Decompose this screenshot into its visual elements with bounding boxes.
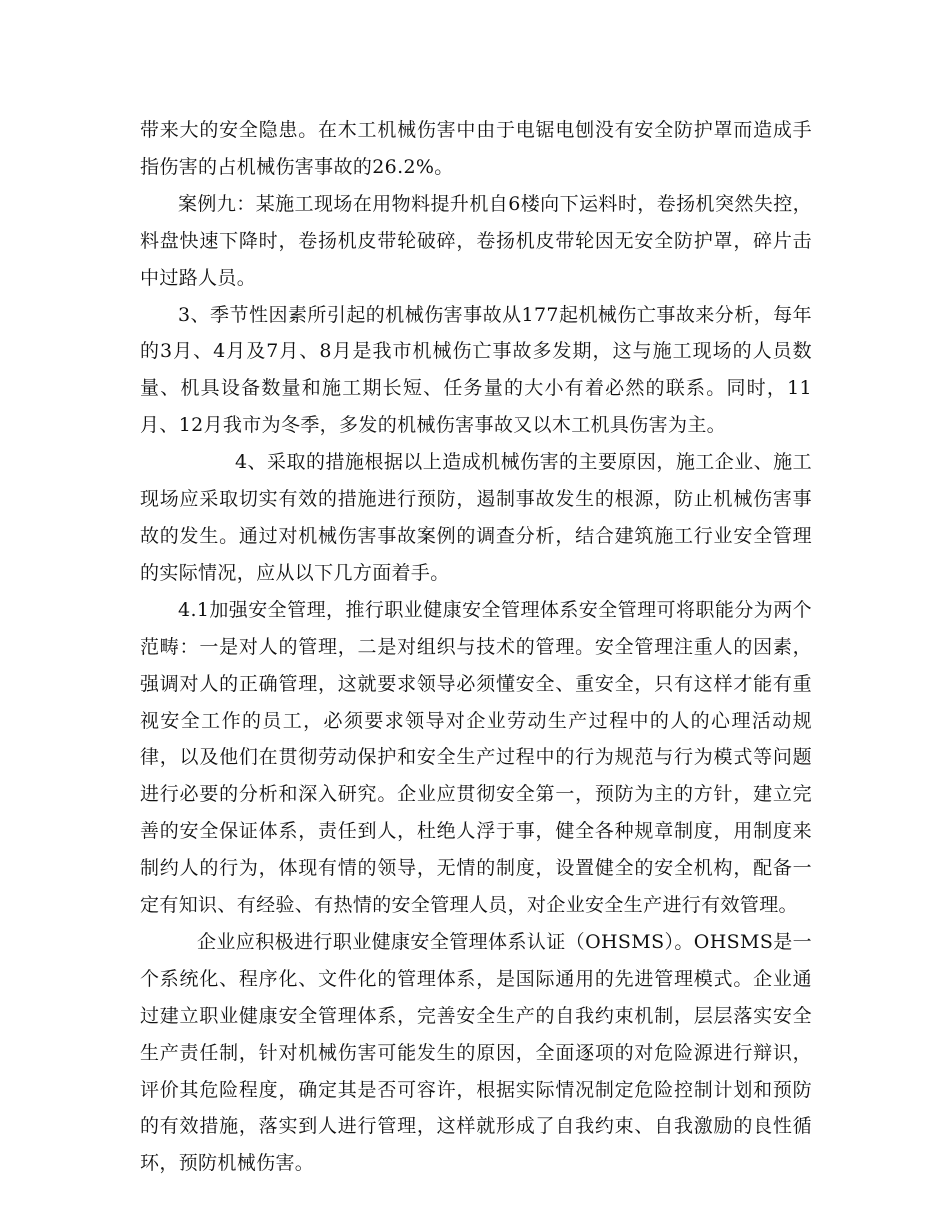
paragraph-measures: 4、采取的措施根据以上造成机械伤害的主要原因，施工企业、施工现场应采取切实有效的措施进行预防，遏制事故发生的根源，防止机械伤害事故的发生。通过对机械伤害事故案例的调查分析，结合建筑施工行业安全管理的实际情况，应从以下几方面着手。 bbox=[140, 451, 812, 584]
body-text bbox=[140, 112, 812, 1182]
paragraph-continuation: 带来大的安全隐患。在木工机械伤害中由于电锯电刨没有安全防护罩而造成手指伤害的占机械伤害事故的26.2%。 bbox=[140, 119, 812, 178]
paragraph-safety-management: 4.1加强安全管理，推行职业健康安全管理体系安全管理可将职能分为两个范畴：一是对人的管理，二是对组织与技术的管理。安全管理注重人的因素，强调对人的正确管理，这就要求领导必须懂安全、重安全，只有这样才能有重视安全工作的员工，必须要求领导对企业劳动生产过程中的人的心理活动规律，以及他们在贯彻劳动保护和安全生产过程中的行为规范与行为模式等问题进行必要的分析和深入研究。企业应贯彻安全第一，预防为主的方针，建立完善的安全保证体系，责任到人，杜绝人浮于事，健全各种规章制度，用制度来制约人的行为，体现有情的领导，无情的制度，设置健全的安全机构，配备一定有知识、有经验、有热情的安全管理人员，对企业安全生产进行有效管理。 bbox=[140, 598, 812, 917]
paragraph-seasonal-factors: 3、季节性因素所引起的机械伤害事故从177起机械伤亡事故来分析，每年的3月、4月及7月、8月是我市机械伤亡事故多发期，这与施工现场的人员数量、机具设备数量和施工期长短、任务量的大小有着必然的联系。同时，11月、12月我市为冬季，多发的机械伤害事故又以木工机具伤害为主。 bbox=[140, 303, 812, 437]
paragraph-ohsms: 企业应积极进行职业健康安全管理体系认证（OHSMS）。OHSMS是一个系统化、程序化、文件化的管理体系，是国际通用的先进管理模式。企业通过建立职业健康安全管理体系，完善安全生产的自我约束机制，层层落实安全生产责任制，针对机械伤害可能发生的原因，全面逐项的对危险源进行辩识，评价其危险程度，确定其是否可容许，根据实际情况制定危险控制计划和预防的有效措施，落实到人进行管理，这样就形成了自我约束、自我激励的良性循环，预防机械伤害。 bbox=[140, 930, 812, 1175]
paragraph-case-nine: 案例九：某施工现场在用物料提升机自6楼向下运料时，卷扬机突然失控，料盘快速下降时，卷扬机皮带轮破碎，卷扬机皮带轮因无安全防护罩，碎片击中过路人员。 bbox=[140, 192, 812, 289]
